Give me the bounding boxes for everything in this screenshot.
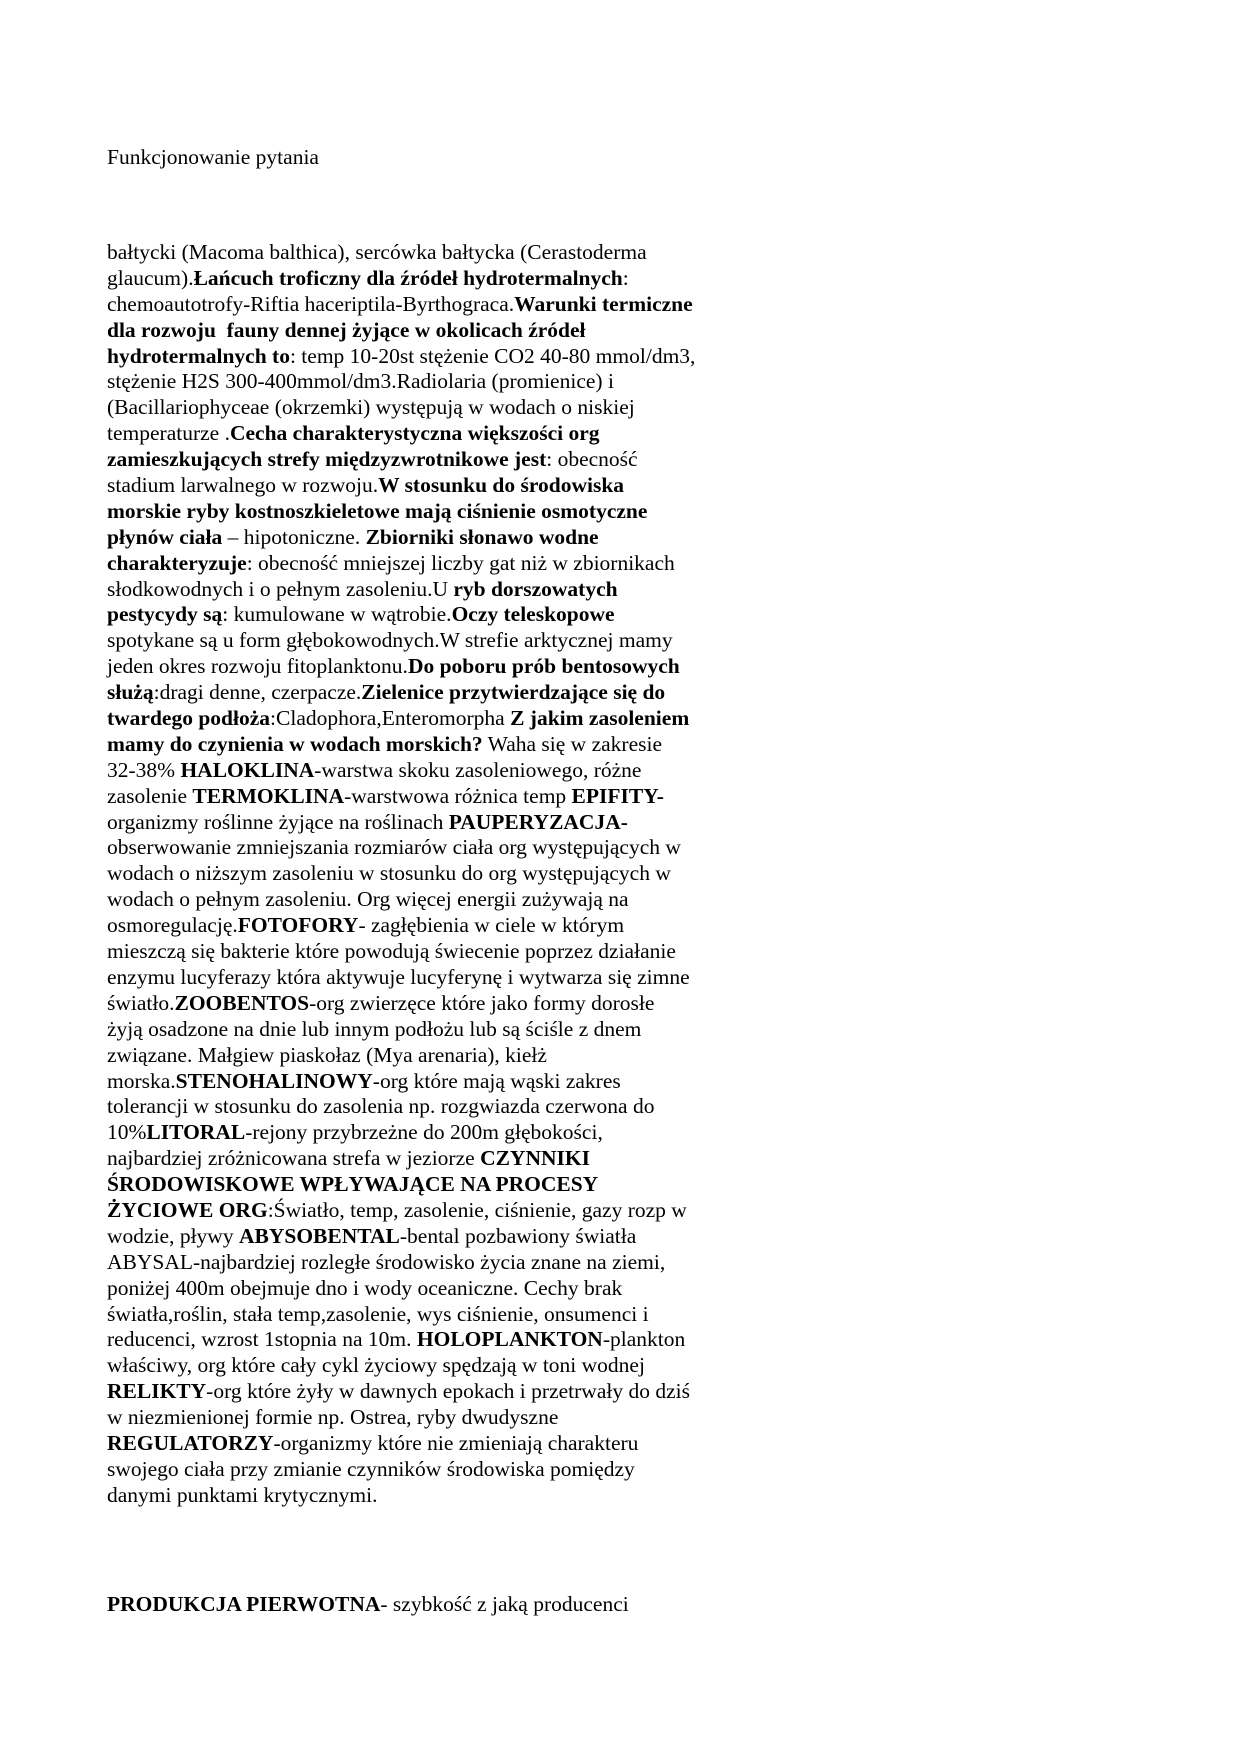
text-line <box>107 1069 695 1095</box>
text-line <box>107 292 695 318</box>
text-line <box>107 1483 695 1509</box>
text-line <box>107 1379 695 1405</box>
main-paragraph <box>107 240 695 1509</box>
text-line <box>107 1250 695 1276</box>
text-run: -bental pozbawiony światła <box>399 1223 637 1248</box>
text-run: glaucum). <box>107 265 194 290</box>
text-run: :Cladophora,Enteromorpha <box>270 706 511 731</box>
bold-text-run: CZYNNIKI <box>480 1146 590 1171</box>
text-run: - szybkość z jaką producenci <box>380 1592 629 1616</box>
bold-text-run: ZOOBENTOS <box>174 990 310 1015</box>
text-line <box>107 602 695 628</box>
text-line <box>107 577 695 603</box>
text-line <box>107 1043 695 1069</box>
text-line <box>107 369 695 395</box>
text-run: żyją osadzone na dnie lub innym podłożu lub są ściśle z dnem <box>107 1016 642 1041</box>
text-run: 32-38% <box>107 757 181 782</box>
text-line <box>107 1146 695 1172</box>
text-run: związane. Małgiew piaskołaz (Mya arenaria), kiełż <box>107 1042 547 1067</box>
text-run: :Światło, temp, zasolenie, ciśnienie, gazy rozp w <box>267 1197 687 1222</box>
text-line <box>107 1457 695 1483</box>
text-run: -org zwierzęce które jako formy dorosłe <box>309 990 655 1015</box>
text-run: -rejony przybrzeżne do 200m głębokości, <box>245 1120 603 1145</box>
text-run: światła,roślin, stała temp,zasolenie, wys ciśnienie, onsumenci i <box>107 1301 649 1326</box>
text-line <box>107 628 695 654</box>
text-line <box>107 240 695 266</box>
text-run: 10% <box>107 1120 147 1145</box>
text-run: osmoregulację. <box>107 913 238 938</box>
text-run: -warstwowa różnica temp <box>344 783 572 808</box>
text-run: obserwowanie zmniejszania rozmiarów ciała org występujących w <box>107 835 681 860</box>
text-run: tolerancji w stosunku do zasolenia np. rozgwiazda czerwona do <box>107 1094 655 1119</box>
text-line <box>107 473 695 499</box>
text-line <box>107 525 695 551</box>
text-line <box>107 551 695 577</box>
text-run: Waha się w zakresie <box>482 731 663 756</box>
footer-paragraph <box>107 1592 629 1618</box>
text-run: stężenie H2S 300-400mmol/dm3.Radiolaria (promienice) i <box>107 369 614 394</box>
text-line <box>107 1276 695 1302</box>
bold-text-run: HOLOPLANKTON <box>416 1327 603 1352</box>
text-line <box>107 861 695 887</box>
text-line <box>107 395 695 421</box>
text-line <box>107 680 695 706</box>
text-line <box>107 913 695 939</box>
text-line <box>107 706 695 732</box>
text-run: poniżej 400m obejmuje dno i wody oceaniczne. Cechy brak <box>107 1275 623 1300</box>
text-line <box>107 1172 695 1198</box>
bold-text-run: ŻYCIOWE ORG <box>107 1197 268 1222</box>
bold-text-run: HALOKLINA <box>180 757 315 782</box>
text-run: chemoautotrofy-Riftia haceriptila-Byrthograca. <box>107 291 515 316</box>
bold-text-run: PAUPERYZACJA- <box>448 809 628 834</box>
text-line <box>107 344 695 370</box>
bold-text-run: ŚRODOWISKOWE WPŁYWAJĄCE NA PROCESY <box>107 1172 599 1197</box>
text-run: spotykane są u form głębokowodnych.W strefie arktycznej mamy <box>107 628 673 653</box>
bold-text-run: zamieszkujących strefy międzyzwrotnikowe jest <box>107 447 547 472</box>
text-line <box>107 318 695 344</box>
text-run: (Bacillariophyceae (okrzemki) występują w wodach o niskiej <box>107 395 635 420</box>
text-run: światło. <box>107 990 175 1015</box>
text-run: najbardziej zróżnicowana strefa w jeziorze <box>107 1146 481 1171</box>
text-line <box>107 1405 695 1431</box>
text-run: enzymu lucyferazy która aktywuje lucyferynę i wytwarza się zimne <box>107 964 690 989</box>
text-line <box>107 758 695 784</box>
bold-text-run: morskie ryby kostnoszkieletowe mają ciśnienie osmotyczne <box>107 498 648 523</box>
text-line <box>107 991 695 1017</box>
text-run: - zagłębienia w ciele w którym <box>358 913 625 938</box>
text-line <box>107 1198 695 1224</box>
text-run: wodzie, pływy <box>107 1223 239 1248</box>
text-run: : <box>622 265 629 290</box>
text-line <box>107 732 695 758</box>
bold-text-run: służą <box>107 680 154 705</box>
text-line <box>107 1017 695 1043</box>
bold-text-run: W stosunku do środowiska <box>378 473 625 498</box>
text-run: -warstwa skoku zasoleniowego, różne <box>314 757 642 782</box>
text-run: organizmy roślinne żyjące na roślinach <box>107 809 449 834</box>
text-run: : temp 10-20st stężenie CO2 40-80 mmol/dm3, <box>289 343 696 368</box>
text-run: jeden okres rozwoju fitoplanktonu. <box>107 654 408 679</box>
bold-text-run: PRODUKCJA PIERWOTNA <box>107 1592 381 1616</box>
bold-text-run: pestycydy są <box>107 602 223 627</box>
bold-text-run: LITORAL <box>146 1120 246 1145</box>
document-title: Funkcjonowanie pytania <box>107 145 319 169</box>
text-run: słodkowodnych i o pełnym zasoleniu.U <box>107 576 454 601</box>
text-run: – hipotoniczne. <box>222 524 366 549</box>
text-line <box>107 447 695 473</box>
text-run: reducenci, wzrost 1stopnia na 10m. <box>107 1327 417 1352</box>
text-line <box>107 835 695 861</box>
bold-text-run: ryb dorszowatych <box>453 576 618 601</box>
text-run: właściwy, org które cały cykl życiowy spędzają w toni wodnej <box>107 1353 645 1378</box>
bold-text-run: Zbiorniki słonawo wodne <box>365 524 599 549</box>
bold-text-run: STENOHALINOWY <box>175 1068 373 1093</box>
text-run: -plankton <box>602 1327 686 1352</box>
text-line <box>107 1431 695 1457</box>
bold-text-run: mamy do czynienia w wodach morskich? <box>107 731 483 756</box>
text-run: -org które żyły w dawnych epokach i przetrwały do dziś <box>206 1379 690 1404</box>
bold-text-run: Z jakim zasoleniem <box>510 706 690 731</box>
text-run: : obecność <box>546 447 638 472</box>
bold-text-run: Zielenice przytwierdzające się do <box>361 680 666 705</box>
text-run: : kumulowane w wątrobie. <box>222 602 452 627</box>
text-run: stadium larwalnego w rozwoju. <box>107 473 379 498</box>
text-line <box>107 939 695 965</box>
text-line <box>107 1224 695 1250</box>
text-run: ABYSAL-najbardziej rozległe środowisko życia znane na ziemi, <box>107 1249 666 1274</box>
bold-text-run: dla rozwoju fauny dennej żyjące w okolicach źródeł <box>107 317 586 342</box>
text-run: wodach o niższym zasoleniu w stosunku do org występujących w <box>107 861 671 886</box>
text-line <box>107 810 695 836</box>
text-run: :dragi denne, czerpacze. <box>153 680 362 705</box>
bold-text-run: płynów ciała <box>107 524 223 549</box>
text-line <box>107 1120 695 1146</box>
bold-text-run: twardego podłoża <box>107 706 271 731</box>
text-run: w niezmienionej formie np. Ostrea, ryby dwudyszne <box>107 1405 559 1430</box>
text-line <box>107 784 695 810</box>
text-run: -org które mają wąski zakres <box>372 1068 621 1093</box>
text-run: wodach o pełnym zasoleniu. Org więcej energii zużywają na <box>107 887 629 912</box>
text-line <box>107 654 695 680</box>
bold-text-run: Łańcuch troficzny dla źródeł hydrotermalnych <box>193 265 623 290</box>
text-line <box>107 1353 695 1379</box>
text-run: temperaturze . <box>107 421 230 446</box>
text-run: : obecność mniejszej liczby gat niż w zbiornikach <box>246 550 675 575</box>
text-run: swojego ciała przy zmianie czynników środowiska pomiędzy <box>107 1456 635 1481</box>
text-run: zasolenie <box>107 783 193 808</box>
text-line <box>107 1592 629 1618</box>
text-run: bałtycki (Macoma balthica), sercówka bałtycka (Cerastoderma <box>107 240 647 264</box>
text-line <box>107 887 695 913</box>
text-run: danymi punktami krytycznymi. <box>107 1482 378 1507</box>
bold-text-run: ABYSOBENTAL <box>238 1223 400 1248</box>
text-run: -organizmy które nie zmieniają charakteru <box>273 1430 639 1455</box>
text-line <box>107 965 695 991</box>
bold-text-run: Oczy teleskopowe <box>451 602 615 627</box>
bold-text-run: Warunki termiczne <box>514 291 693 316</box>
bold-text-run: Do poboru prób bentosowych <box>407 654 680 679</box>
bold-text-run: FOTOFORY <box>237 913 359 938</box>
text-line <box>107 1302 695 1328</box>
bold-text-run: EPIFITY- <box>571 783 664 808</box>
bold-text-run: RELIKTY <box>107 1379 207 1404</box>
text-run: mieszczą się bakterie które powodują świecenie poprzez działanie <box>107 939 676 964</box>
text-run: morska. <box>107 1068 176 1093</box>
text-line <box>107 1094 695 1120</box>
text-line <box>107 421 695 447</box>
bold-text-run: hydrotermalnych to <box>107 343 290 368</box>
text-line <box>107 266 695 292</box>
bold-text-run: charakteryzuje <box>107 550 247 575</box>
text-line <box>107 499 695 525</box>
bold-text-run: Cecha charakterystyczna większości org <box>229 421 600 446</box>
bold-text-run: REGULATORZY <box>107 1430 274 1455</box>
bold-text-run: TERMOKLINA <box>192 783 345 808</box>
text-line <box>107 1327 695 1353</box>
